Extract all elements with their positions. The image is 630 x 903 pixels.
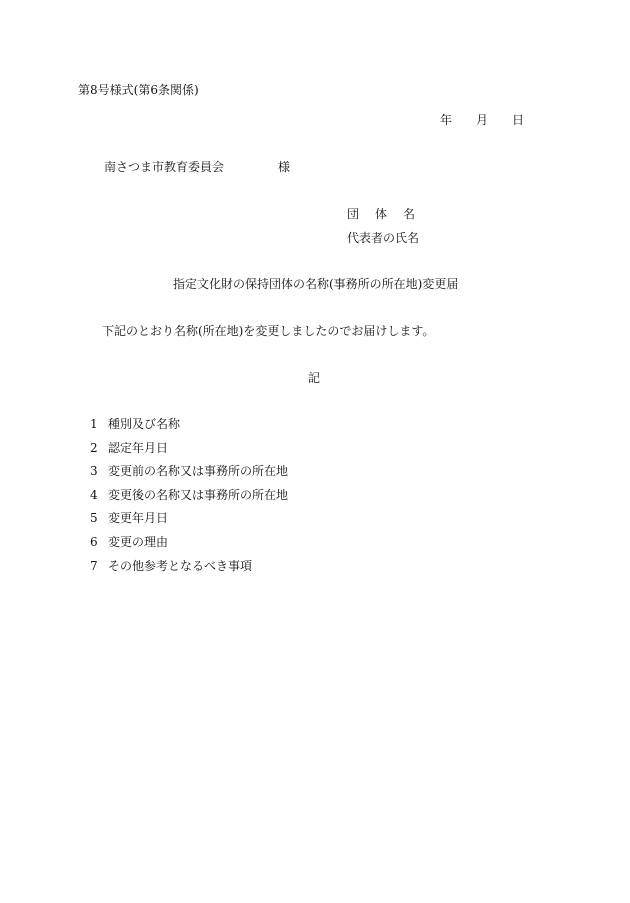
- list-item: [90, 442, 288, 454]
- list-item: [90, 536, 288, 548]
- item-text: 変更の理由: [108, 534, 169, 549]
- representative-name-label: 代表者の氏名: [347, 231, 420, 245]
- list-item: [90, 418, 288, 430]
- item-number: 5: [90, 511, 98, 526]
- ki-heading: 記: [308, 371, 321, 385]
- item-text: その他参考となるべき事項: [108, 558, 253, 573]
- item-text: 変更前の名称又は事務所の所在地: [108, 464, 289, 479]
- item-text: 変更年月日: [108, 511, 169, 526]
- list-item: [90, 560, 288, 572]
- list-item: [90, 512, 288, 524]
- recipient-name: 南さつま市教育委員会: [104, 160, 225, 174]
- body-text: 下記のとおり名称(所在地)を変更しましたのでお届けします。: [102, 324, 435, 338]
- item-number: 4: [90, 487, 98, 502]
- item-number: 3: [90, 464, 98, 479]
- form-number: 第8号様式(第6条関係): [78, 83, 199, 97]
- item-text: 認定年月日: [108, 440, 169, 455]
- date-line: [440, 114, 524, 126]
- date-day: 日: [512, 113, 525, 127]
- org-name-label: 団体名: [347, 207, 432, 221]
- item-list: [90, 418, 288, 583]
- date-year: 年: [440, 113, 453, 127]
- document-title: 指定文化財の保持団体の名称(事務所の所在地)変更届: [173, 277, 459, 291]
- list-item: [90, 489, 288, 501]
- date-month: 月: [476, 113, 489, 127]
- item-number: 7: [90, 558, 98, 573]
- item-text: 種別及び名称: [108, 417, 181, 431]
- item-text: 変更後の名称又は事務所の所在地: [108, 487, 289, 502]
- item-number: 1: [90, 417, 98, 431]
- item-number: 6: [90, 534, 98, 549]
- item-number: 2: [90, 440, 98, 455]
- list-item: [90, 465, 288, 477]
- recipient-honorific: 様: [278, 160, 291, 174]
